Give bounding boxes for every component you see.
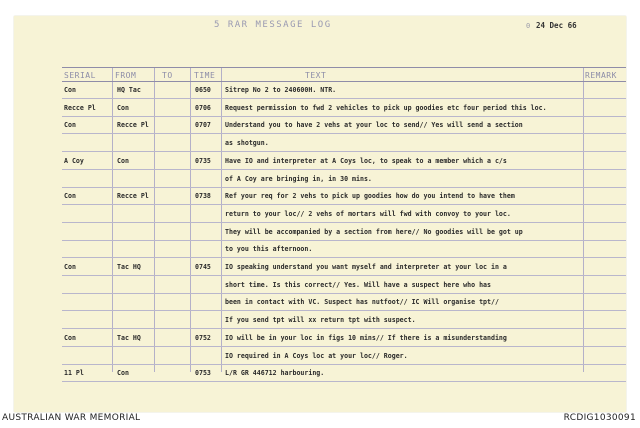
log-cell-text: Understand you to have 2 vehs at your loc to send// Yes will send a section [225,121,523,130]
col-remarks-header: REMARK [585,71,617,80]
log-cell-serial: Con [64,86,76,94]
log-cell-serial: A Coy [64,156,84,165]
table-top-rule [62,67,626,68]
log-cell-text: Have IO and interpreter at A Coys loc, to speak to a member which a c/s [225,156,507,165]
row-rule [62,98,626,99]
log-cell-serial: Con [64,333,76,342]
log-cell-text: short time. Is this correct// Yes. Will have a suspect here who has [225,280,491,289]
log-cell-from: Recce Pl [117,192,149,201]
row-rule [62,187,626,188]
log-cell-from: Recce Pl [117,121,149,130]
header-rule [62,81,626,82]
column-divider [190,67,191,372]
log-cell-from: Con [117,369,129,378]
log-cell-time: 0738 [195,192,211,201]
log-cell-text: They will be accompanied by a section from here// No goodies will be got up [225,227,523,236]
log-cell-serial: Con [64,192,76,201]
row-rule [62,133,626,134]
log-cell-text: been in contact with VC. Suspect has nutfoot// IC Will organise tpt// [225,298,499,307]
row-rule [62,116,626,117]
log-cell-from: HQ Tac [117,86,141,94]
col-to-header: TO [162,71,173,80]
log-cell-serial: Recce Pl [64,103,96,112]
log-cell-text: IO required in A Coys loc at your loc// Roger. [225,351,408,360]
log-cell-serial: Con [64,121,76,130]
row-rule [62,257,626,258]
log-cell-text: as shotgun. [225,139,269,148]
log-cell-text: IO will be in your loc in figs 10 mins// If there is a misunderstanding [225,333,507,342]
row-rule [62,222,626,223]
log-cell-text: Request permission to fwd 2 vehicles to pick up goodies etc four period this loc. [225,103,547,112]
log-cell-text: Ref your req for 2 vehs to pick up goodies how do you intend to have them [225,192,515,201]
log-cell-time: 0707 [195,121,211,130]
log-cell-text: to you this afternoon. [225,245,313,254]
log-cell-text: L/R GR 446712 harbouring. [225,369,325,378]
log-date: 24 Dec 66 [536,21,577,30]
log-cell-time: 0650 [195,86,211,94]
row-rule [62,151,626,152]
col-serial-header: SERIAL [64,71,96,80]
col-from-header: FROM [115,71,137,80]
date-prefix: 0 [526,22,531,30]
log-cell-text: of A Coy are bringing in, in 30 mins. [225,174,372,183]
log-title: 5 RAR MESSAGE LOG [214,20,332,30]
row-rule [62,275,626,276]
log-cell-text: IO speaking understand you want myself and interpreter at your loc in a [225,263,507,271]
footer-id: RCDIG1030091 [563,413,636,423]
row-rule [62,381,626,382]
log-cell-from: Con [117,156,129,165]
column-divider [221,67,222,372]
log-cell-text: return to your loc// 2 vehs of mortars will fwd with convoy to your loc. [225,209,511,218]
log-cell-text: If you send tpt will xx return tpt with suspect. [225,316,416,325]
row-rule [62,169,626,170]
row-rule [62,293,626,294]
log-cell-text: Sitrep No 2 to 240600H. NTR. [225,86,337,94]
log-cell-from: Tac HQ [117,333,141,342]
log-cell-from: Tac HQ [117,263,141,271]
footer-credit: AUSTRALIAN WAR MEMORIAL [2,413,141,423]
column-divider [112,67,113,372]
row-rule [62,328,626,329]
log-cell-time: 0706 [195,103,211,112]
row-rule [62,310,626,311]
col-time-header: TIME [194,71,216,80]
row-rule [62,346,626,347]
column-divider [154,67,155,372]
log-cell-time: 0745 [195,263,211,271]
log-cell-time: 0753 [195,369,211,378]
log-cell-serial: 11 Pl [64,369,84,378]
log-cell-from: Con [117,103,129,112]
log-cell-serial: Con [64,263,76,271]
row-rule [62,204,626,205]
col-text-header: TEXT [305,71,327,80]
row-rule [62,240,626,241]
log-cell-time: 0752 [195,333,211,342]
log-cell-time: 0735 [195,156,211,165]
row-rule [62,364,626,365]
column-divider [583,67,584,372]
